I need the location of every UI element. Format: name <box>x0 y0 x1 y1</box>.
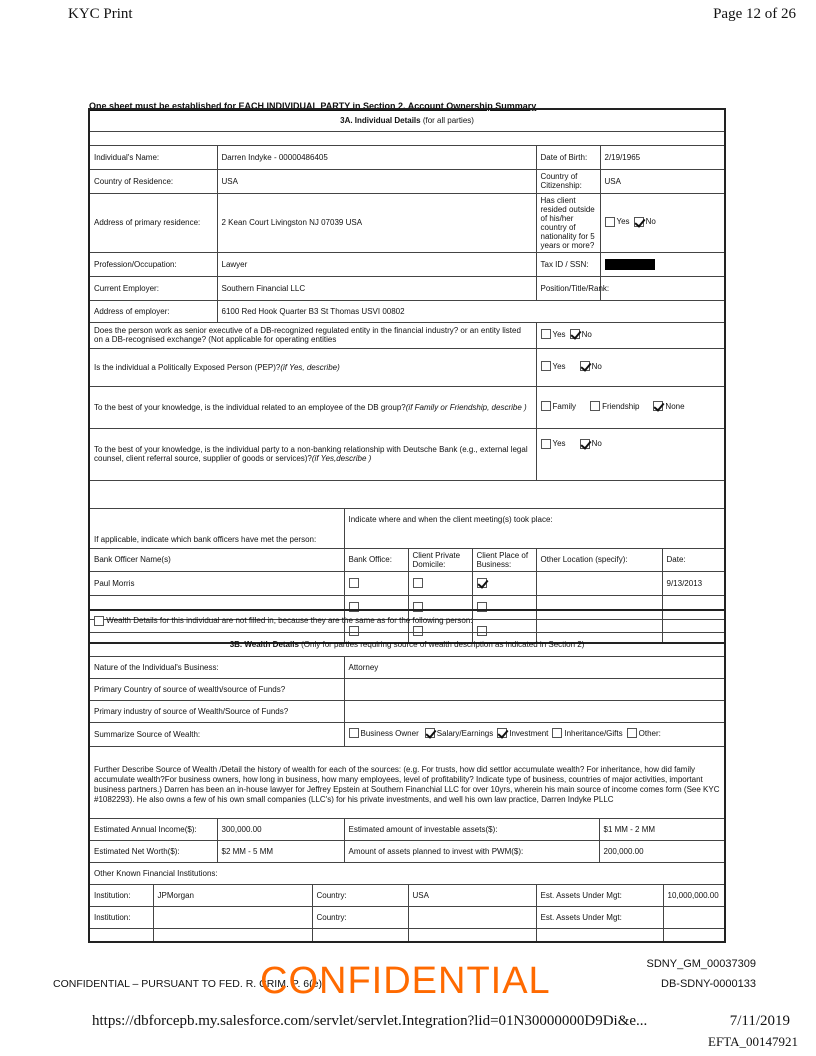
bates-number-sdny: SDNY_GM_00037309 <box>646 958 756 970</box>
related-none-checkbox[interactable] <box>653 401 663 411</box>
dob-value: 2/19/1965 <box>600 145 725 169</box>
institution-country-label: Country: <box>312 906 408 928</box>
nonbank-options: Yes No <box>536 428 725 480</box>
client-business-checkbox[interactable] <box>477 578 487 588</box>
summary-options: Business Owner Salary/Earnings Investment Inheritance/Gifts Other: <box>344 722 725 746</box>
other-checkbox[interactable] <box>627 728 637 738</box>
table-row <box>89 884 725 906</box>
investment-checkbox[interactable] <box>497 728 507 738</box>
bank-office-checkbox[interactable] <box>349 578 359 588</box>
related-question: To the best of your knowledge, is the individual related to an employee of the DB group?(if Family or Friendship, describe ) <box>89 386 536 428</box>
position-value <box>600 276 725 300</box>
print-date: 7/11/2019 <box>729 1013 790 1029</box>
taxid-value <box>600 252 725 276</box>
employer-address-label: Address of employer: <box>89 300 217 322</box>
confidential-notice: CONFIDENTIAL – PURSUANT TO FED. R. CRIM. P. 6(e) <box>53 978 322 990</box>
senior-exec-options: Yes No <box>536 322 725 348</box>
summary-label: Summarize Source of Wealth: <box>89 722 344 746</box>
pep-question: Is the individual a Politically Exposed Person (PEP)?(if Yes, describe) <box>89 348 536 386</box>
senior-exec-no-checkbox[interactable] <box>570 329 580 339</box>
institution-aum-label: Est. Assets Under Mgt: <box>536 906 663 928</box>
related-options: Family Friendship None <box>536 386 725 428</box>
resided-abroad-question: Has client resided outside of his/her country of nationality for 5 years or more? <box>536 193 600 252</box>
institution-name: JPMorgan <box>153 884 312 906</box>
related-friendship-checkbox[interactable] <box>590 401 600 411</box>
col-client-domicile-header: Client Private Domicile: <box>408 548 472 571</box>
wealth-country-value <box>344 678 725 700</box>
institution-aum-label: Est. Assets Under Mgt: <box>536 884 663 906</box>
wealth-details-table <box>88 609 726 943</box>
business-owner-checkbox[interactable] <box>349 728 359 738</box>
institution-aum: 10,000,000.00 <box>663 884 725 906</box>
col-date-header: Date: <box>662 548 725 571</box>
address-label: Address of primary residence: <box>89 193 217 252</box>
employer-address-value: 6100 Red Hook Quarter B3 St Thomas USVI 00802 <box>217 300 725 322</box>
resided-yes-checkbox[interactable] <box>605 217 615 227</box>
wealth-industry-label: Primary industry of source of Wealth/Source of Funds? <box>89 700 344 722</box>
col-officer-header: Bank Officer Name(s) <box>89 548 344 571</box>
describe-source-text: Further Describe Source of Wealth /Detail the history of wealth for each of the sources: (e.g. For trusts, how did settlor accumulate wealth? For inheritance, how did family accumulate wealth?For business owners, how long in business, how many employees, level of profitability? Indicate type of business, countries of major activities, important business partners.) Darren has been an in-house lawyer for Jeffrey Epstein at Southern Financhial LLC for over 10yrs, wherein his main source of income comes form (See KYC #1082293). He also owns a few of his own small companies (LLC's) for his private investments, and well his own law practice, Darren Indyke PLLC <box>89 746 725 818</box>
meeting-officer-name: Paul Morris <box>89 571 344 595</box>
same-as-row: Wealth Details for this individual are not filled in, because they are the same as for the following person: <box>89 610 725 632</box>
salary-checkbox[interactable] <box>425 728 435 738</box>
pwm-value: 200,000.00 <box>599 840 725 862</box>
senior-exec-question: Does the person work as senior executive of a DB-recognized regulated entity in the financial industry? or an entity listed on a DB-recognised exchange? (Not applicable for operating entities <box>89 322 536 348</box>
bates-number-db: DB-SDNY-0000133 <box>661 978 756 990</box>
residence-label: Country of Residence: <box>89 169 217 193</box>
client-domicile-checkbox[interactable] <box>413 578 423 588</box>
name-value: Darren Indyke - 00000486405 <box>217 145 536 169</box>
section-3a-title: 3A. Individual Details (for all parties) <box>89 109 725 131</box>
resided-abroad-options: Yes No <box>600 193 725 252</box>
pep-no-checkbox[interactable] <box>580 361 590 371</box>
profession-value: Lawyer <box>217 252 536 276</box>
pep-yes-checkbox[interactable] <box>541 361 551 371</box>
citizenship-value: USA <box>600 169 725 193</box>
citizenship-label: Country of Citizenship: <box>536 169 600 193</box>
address-value: 2 Kean Court Livingston NJ 07039 USA <box>217 193 536 252</box>
other-fi-label: Other Known Financial Institutions: <box>89 862 725 884</box>
income-label: Estimated Annual Income($): <box>89 818 217 840</box>
senior-exec-yes-checkbox[interactable] <box>541 329 551 339</box>
table-row <box>89 906 725 928</box>
employer-value: Southern Financial LLC <box>217 276 536 300</box>
nature-label: Nature of the Individual's Business: <box>89 656 344 678</box>
officers-question: If applicable, indicate which bank officers have met the person: <box>89 508 344 548</box>
bates-number-efta: EFTA_00147921 <box>708 1034 798 1049</box>
individual-details-table <box>88 108 726 644</box>
profession-label: Profession/Occupation: <box>89 252 217 276</box>
print-url: https://dbforcepb.my.salesforce.com/servlet/servlet.Integration?lid=01N30000000D9Di&e... <box>92 1013 648 1029</box>
dob-label: Date of Birth: <box>536 145 600 169</box>
institution-country: USA <box>408 884 536 906</box>
other-location-value <box>536 571 662 595</box>
print-header-page: Page 12 of 26 <box>713 6 796 22</box>
section-3b-title: 3B. Wealth Details (Only for parties requiring source of wealth description as indicated in Section 2) <box>89 632 725 656</box>
investable-label: Estimated amount of investable assets($): <box>344 818 599 840</box>
col-client-business-header: Client Place of Business: <box>472 548 536 571</box>
related-family-checkbox[interactable] <box>541 401 551 411</box>
nonbank-question: To the best of your knowledge, is the individual party to a non-banking relationship with Deutsche Bank (e.g., external legal counsel, client referral source, supplier of goods or services)?(if Yes,describe ) <box>89 428 536 480</box>
networth-value: $2 MM - 5 MM <box>217 840 344 862</box>
wealth-country-label: Primary Country of source of wealth/source of Funds? <box>89 678 344 700</box>
investable-value: $1 MM - 2 MM <box>599 818 725 840</box>
institution-country-label: Country: <box>312 884 408 906</box>
instruction-note: One sheet must be established for EACH INDIVIDUAL PARTY in Section 2. Account Ownership Summary <box>89 101 537 111</box>
income-value: 300,000.00 <box>217 818 344 840</box>
col-other-location-header: Other Location (specify): <box>536 548 662 571</box>
print-header-title: KYC Print <box>68 6 133 22</box>
meeting-date: 9/13/2013 <box>662 571 725 595</box>
confidential-stamp: CONFIDENTIAL <box>260 960 551 1002</box>
nonbank-yes-checkbox[interactable] <box>541 439 551 449</box>
resided-no-checkbox[interactable] <box>634 217 644 227</box>
institution-label: Institution: <box>89 884 153 906</box>
residence-value: USA <box>217 169 536 193</box>
same-as-checkbox[interactable] <box>94 616 104 626</box>
employer-label: Current Employer: <box>89 276 217 300</box>
taxid-label: Tax ID / SSN: <box>536 252 600 276</box>
pwm-label: Amount of assets planned to invest with PWM($): <box>344 840 599 862</box>
redaction-bar <box>605 259 655 270</box>
networth-label: Estimated Net Worth($): <box>89 840 217 862</box>
meeting-question: Indicate where and when the client meeting(s) took place: <box>344 508 725 548</box>
wealth-industry-value <box>344 700 725 722</box>
nonbank-no-checkbox[interactable] <box>580 439 590 449</box>
institution-label: Institution: <box>89 906 153 928</box>
inheritance-checkbox[interactable] <box>552 728 562 738</box>
col-bank-office-header: Bank Office: <box>344 548 408 571</box>
table-row <box>89 571 725 595</box>
position-label: Position/Title/Rank: <box>536 276 600 300</box>
pep-options: Yes No <box>536 348 725 386</box>
nature-value: Attorney <box>344 656 725 678</box>
name-label: Individual's Name: <box>89 145 217 169</box>
